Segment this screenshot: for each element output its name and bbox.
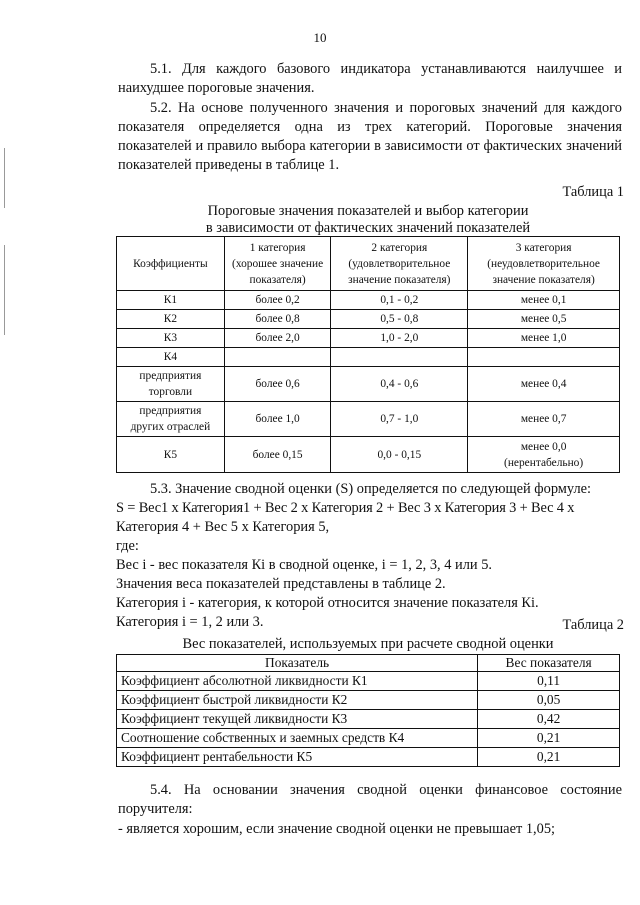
category-3-value: менее 0,0 (нерентабельно) (468, 437, 620, 473)
category-1-value: более 0,6 (224, 367, 331, 402)
paragraph-5-4: 5.4. На основании значения сводной оценки финансовое состояние поручителя: (118, 782, 622, 817)
coefficient-name: К1 (117, 291, 225, 310)
formula-line-2: Категория 4 + Вес 5 х Категория 5, (116, 519, 330, 535)
table2-caption: Вес показателей, используемых при расчете сводной оценки (182, 636, 554, 652)
coefficient-name: К4 (117, 348, 225, 367)
formula-where: где: (116, 538, 139, 554)
coefficient-name: предприятия других отраслей (117, 402, 225, 437)
table-row (117, 691, 620, 710)
weight-reference: Значения веса показателей представлены в таблице 2. (116, 576, 446, 592)
paragraph-5-1: 5.1. Для каждого базового индикатора устанавливаются наилучшее и наихудшее пороговые значения. (118, 61, 622, 96)
indicator-weight: 0,05 (478, 691, 620, 710)
table1-caption-line1: Пороговые значения показателей и выбор категории (207, 203, 529, 219)
coefficient-name: К5 (117, 437, 225, 473)
table1-label: Таблица 1 (562, 184, 624, 200)
threshold-table (116, 236, 620, 473)
indicator-name: Соотношение собственных и заемных средств К4 (117, 729, 478, 748)
scan-margin-mark (4, 148, 5, 208)
indicator-name: Коэффициент рентабельности К5 (117, 748, 478, 767)
category-1-value (224, 348, 331, 367)
indicator-name: Коэффициент текущей ликвидности К3 (117, 710, 478, 729)
paragraph-5-2: 5.2. На основе полученного значения и пороговых значений для каждого показателя определяется одна из трех категорий. Пороговые значения показателей и правило выбора категории в зависимости от фактических значений показателей приведены в таблице 1. (118, 100, 622, 173)
category-1-value: более 0,15 (224, 437, 331, 473)
category-2-value: 0,5 - 0,8 (331, 310, 468, 329)
table1-header-coefficients: Коэффициенты (117, 237, 225, 291)
paragraph-5-4-item-1: - является хорошим, если значение сводной оценки не превышает 1,05; (118, 821, 556, 837)
category-2-value: 0,1 - 0,2 (331, 291, 468, 310)
table-row (117, 672, 620, 691)
category-3-value: менее 0,7 (468, 402, 620, 437)
table2-header-indicator: Показатель (117, 655, 478, 672)
table-row (117, 367, 620, 402)
category-2-value: 0,7 - 1,0 (331, 402, 468, 437)
category-2-value: 0,4 - 0,6 (331, 367, 468, 402)
table1-header-category-2: 2 категория (удовлетворительное значение показателя) (331, 237, 468, 291)
category-1-value: более 0,2 (224, 291, 331, 310)
table-row (117, 729, 620, 748)
table2-header-row (117, 655, 620, 672)
category-1-value: более 1,0 (224, 402, 331, 437)
formula-line-1: S = Вес1 х Категория1 + Вес 2 х Категория 2 + Вес 3 х Категория 3 + Вес 4 х (116, 500, 575, 516)
category-definition: Категория i - категория, к которой относится значение показателя Кi. (116, 595, 539, 611)
table1-caption-line2: в зависимости от фактических значений показателей (205, 220, 531, 236)
indicator-weight: 0,42 (478, 710, 620, 729)
table-row (117, 291, 620, 310)
category-2-value: 0,0 - 0,15 (331, 437, 468, 473)
coefficient-name: предприятия торговли (117, 367, 225, 402)
table-row (117, 748, 620, 767)
weights-table (116, 654, 620, 767)
table1-header-category-1: 1 категория (хорошее значение показателя) (224, 237, 331, 291)
table1-caption (116, 203, 620, 237)
indicator-name: Коэффициент абсолютной ликвидности К1 (117, 672, 478, 691)
category-3-value: менее 0,1 (468, 291, 620, 310)
category-1-value: более 2,0 (224, 329, 331, 348)
indicator-name: Коэффициент быстрой ликвидности К2 (117, 691, 478, 710)
category-2-value: 1,0 - 2,0 (331, 329, 468, 348)
page-number: 10 (313, 30, 327, 45)
coefficient-name: К3 (117, 329, 225, 348)
category-1-value: более 0,8 (224, 310, 331, 329)
indicator-weight: 0,21 (478, 729, 620, 748)
category-values: Категория i = 1, 2 или 3. (116, 614, 264, 630)
table1-header-category-3: 3 категория (неудовлетворительное значение показателя) (468, 237, 620, 291)
coefficient-name: К2 (117, 310, 225, 329)
table-row (117, 329, 620, 348)
category-2-value (331, 348, 468, 367)
category-3-value (468, 348, 620, 367)
table-row (117, 310, 620, 329)
table-row (117, 710, 620, 729)
weight-definition: Вес i - вес показателя Кi в сводной оценке, i = 1, 2, 3, 4 или 5. (116, 557, 493, 573)
table-row (117, 437, 620, 473)
category-3-value: менее 1,0 (468, 329, 620, 348)
paragraph-5-3-intro: 5.3. Значение сводной оценки (S) определяется по следующей формуле: (150, 481, 592, 497)
indicator-weight: 0,11 (478, 672, 620, 691)
category-3-value: менее 0,4 (468, 367, 620, 402)
table1-header-row (117, 237, 620, 291)
table-row (117, 348, 620, 367)
category-3-value: менее 0,5 (468, 310, 620, 329)
table2-header-weight: Вес показателя (478, 655, 620, 672)
table2-label: Таблица 2 (562, 617, 624, 633)
table-row (117, 402, 620, 437)
scan-margin-mark (4, 245, 5, 335)
indicator-weight: 0,21 (478, 748, 620, 767)
